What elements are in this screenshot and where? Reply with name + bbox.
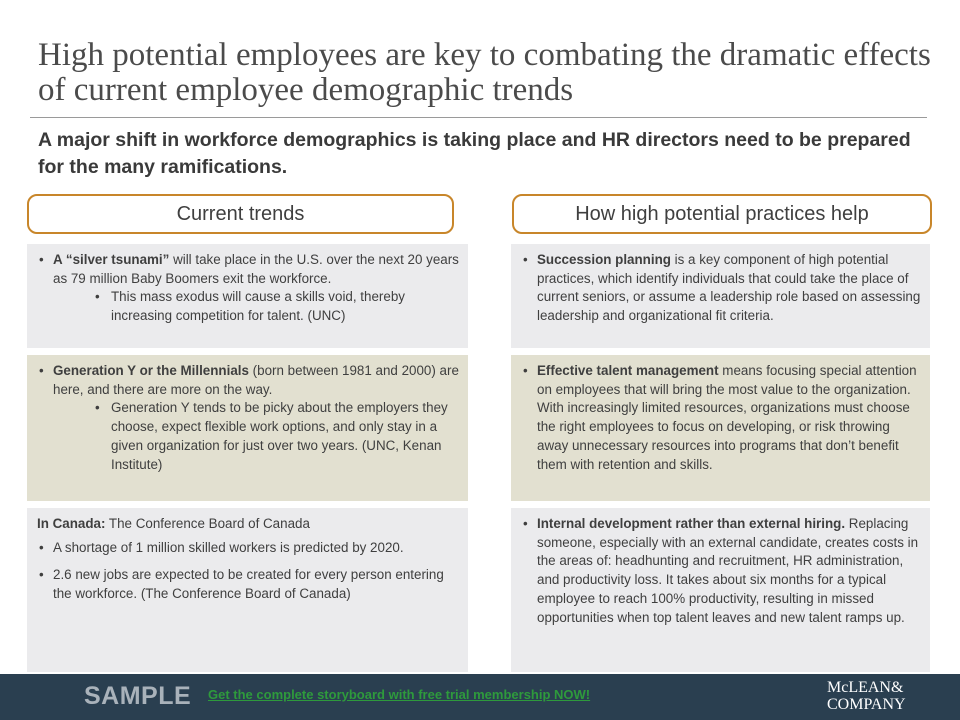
logo-line-1: McLEAN& <box>827 679 904 696</box>
header-high-potential-practices: How high potential practices help <box>512 194 932 234</box>
generation-y-box <box>27 355 468 501</box>
bullet-bold: Effective talent management <box>537 363 719 378</box>
bullet-text: will take place in the U.S. over the next 20 years as 79 million Baby Boomers exit the workforce. <box>53 252 459 286</box>
mclean-company-logo <box>827 679 927 715</box>
free-trial-link[interactable]: Get the complete storyboard with free trial membership NOW! <box>208 687 591 702</box>
list-item: • 2.6 new jobs are expected to be created for every person entering the workforce. (The Conference Board of Canada) <box>35 566 460 603</box>
list-item <box>519 362 922 474</box>
bullet-bold: Generation Y or the Millennials <box>53 363 249 378</box>
bullet-text: Replacing someone, especially with an external candidate, creates costs in the areas of: headhunting and recruitment, HR administration, and productivity loss. It takes about six months for a typical employee to reach 100% productivity, resulting in missed opportunities when top talent leaves and new talent ramps up. <box>537 516 919 625</box>
bullet-bold: Succession planning <box>537 252 671 267</box>
lead-bold: In Canada: <box>37 516 106 531</box>
bullet-bold: A “silver tsunami” <box>53 252 170 267</box>
bullet-text: means focusing special attention on employees that will bring the most value to the organization. With increasingly limited resources, organizations must choose the right employees to focus on developing, or risk throwing away unnecessary resources into programs that don’t benefit them with retention and skills. <box>537 363 917 472</box>
silver-tsunami-box <box>27 244 468 348</box>
canada-box <box>27 508 468 672</box>
header-current-trends: Current trends <box>27 194 454 234</box>
succession-planning-box <box>511 244 930 348</box>
sample-watermark: SAMPLE <box>84 682 192 710</box>
list-item <box>519 251 922 326</box>
talent-management-box <box>511 355 930 501</box>
list-item <box>519 515 922 627</box>
bullet-bold: Internal development rather than external hiring. <box>537 516 846 531</box>
list-item <box>35 362 460 399</box>
internal-development-box <box>511 508 930 672</box>
list-item: • A shortage of 1 million skilled workers is predicted by 2020. <box>35 539 460 558</box>
sub-list-item: • Generation Y tends to be picky about the employers they choose, expect flexible work options, and only stay in a given organization for just over two years. (UNC, Kenan Institute) <box>35 399 460 474</box>
title-divider <box>30 117 927 118</box>
lead-text: The Conference Board of Canada <box>105 516 310 531</box>
page-subtitle: A major shift in workforce demographics is taking place and HR directors need to be prepared for the many ramifications. <box>38 129 911 178</box>
canada-lead <box>35 515 460 534</box>
logo-line-2: COMPANY <box>827 696 906 713</box>
list-item <box>35 251 460 288</box>
bullet-text: (born between 1981 and 2000) are here, and there are more on the way. <box>53 363 459 397</box>
sub-list-item: • This mass exodus will cause a skills void, thereby increasing competition for talent. (UNC) <box>35 288 460 325</box>
page-title: High potential employees are key to combating the dramatic effects of current employee demographic trends <box>38 37 931 108</box>
bullet-text: is a key component of high potential practices, which identify individuals that could take the place of current seniors, or assume a leadership role based on assessing leadership and organizational fit criteria. <box>537 252 921 324</box>
